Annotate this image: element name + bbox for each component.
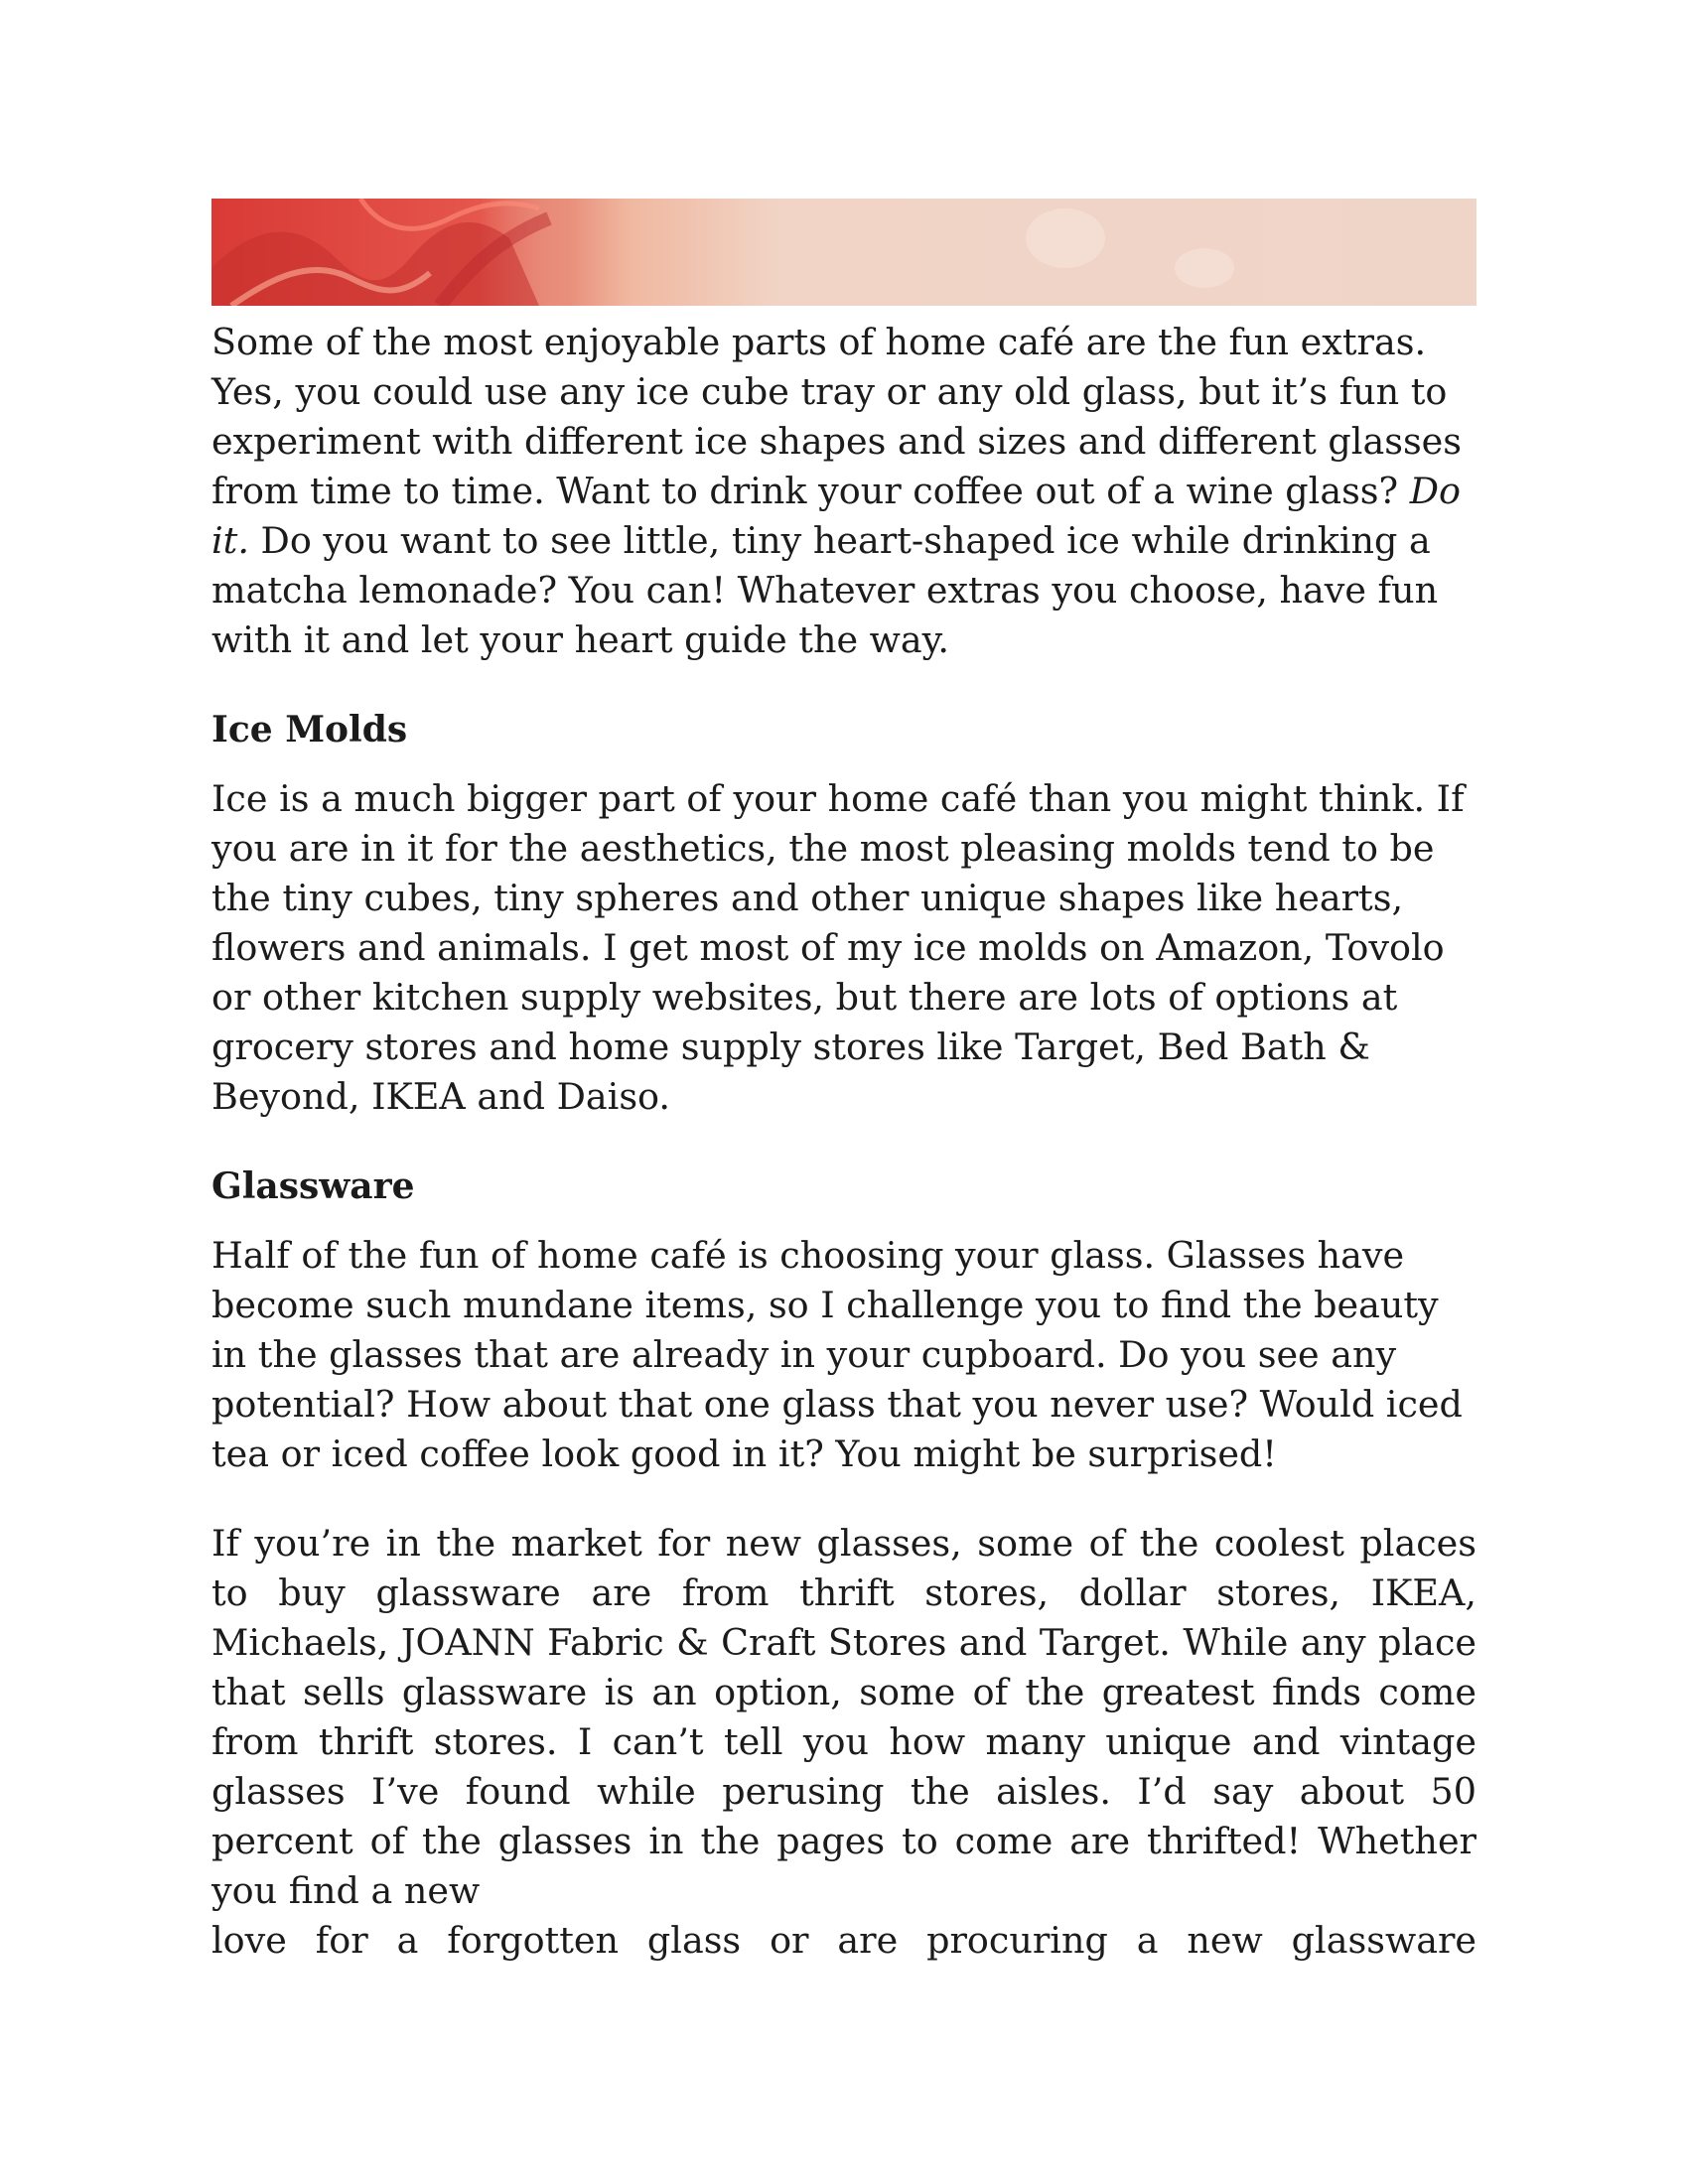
intro-paragraph — [211, 318, 1477, 665]
glassware-heading: Glassware — [211, 1165, 415, 1207]
red-swirl-icon — [211, 199, 1477, 306]
page-content — [211, 199, 1477, 1966]
glassware-paragraph-2-last-line: love for a forgotten glass or are procuring a new glassware — [211, 1919, 1477, 1962]
ice-molds-paragraph: Ice is a much bigger part of your home café than you might think. If you are in it for the aesthetics, the most pleasing molds tend to be the tiny cubes, tiny spheres and other unique shapes like hearts, flowers and animals. I get most of my ice molds on Amazon, Tovolo or other kitchen supply websites, but there are lots of options at grocery stores and home supply stores like Target, Bed Bath & Beyond, IKEA and Daiso. — [211, 777, 1465, 1118]
intro-emphasis: Do it. — [211, 470, 1461, 562]
decorative-banner — [211, 199, 1477, 306]
intro-text-part2: Do you want to see little, tiny heart-shaped ice while drinking a matcha lemonade? You can! Whatever extras you choose, have fun with it and let your heart guide the way. — [211, 519, 1439, 661]
intro-text-part1: Some of the most enjoyable parts of home café are the fun extras. Yes, you could use any ice cube tray or any old glass, but it’s fun to experiment with different ice shapes and sizes and different glasses from time to time. Want to drink your coffee out of a wine glass? — [211, 321, 1463, 512]
glassware-paragraph-2 — [211, 1519, 1477, 1966]
ice-molds-heading: Ice Molds — [211, 709, 408, 751]
glassware-paragraph-2-text: If you’re in the market for new glasses, some of the coolest places to buy glassware are from thrift stores, dollar stores, IKEA, Michaels, JOANN Fabric & Craft Stores and Target. While any place that sells glassware is an option, some of the greatest finds come from thrift stores. I can’t tell you how many unique and vintage glasses I’ve found while perusing the aisles. I’d say about 50 percent of the glasses in the pages to come are thrifted! Whether you find a new — [211, 1522, 1477, 1912]
glassware-paragraph-1: Half of the fun of home café is choosing your glass. Glasses have become such mundane items, so I challenge you to find the beauty in the glasses that are already in your cupboard. Do you see any potential? How about that one glass that you never use? Would iced tea or iced coffee look good in it? You might be surprised! — [211, 1234, 1463, 1475]
